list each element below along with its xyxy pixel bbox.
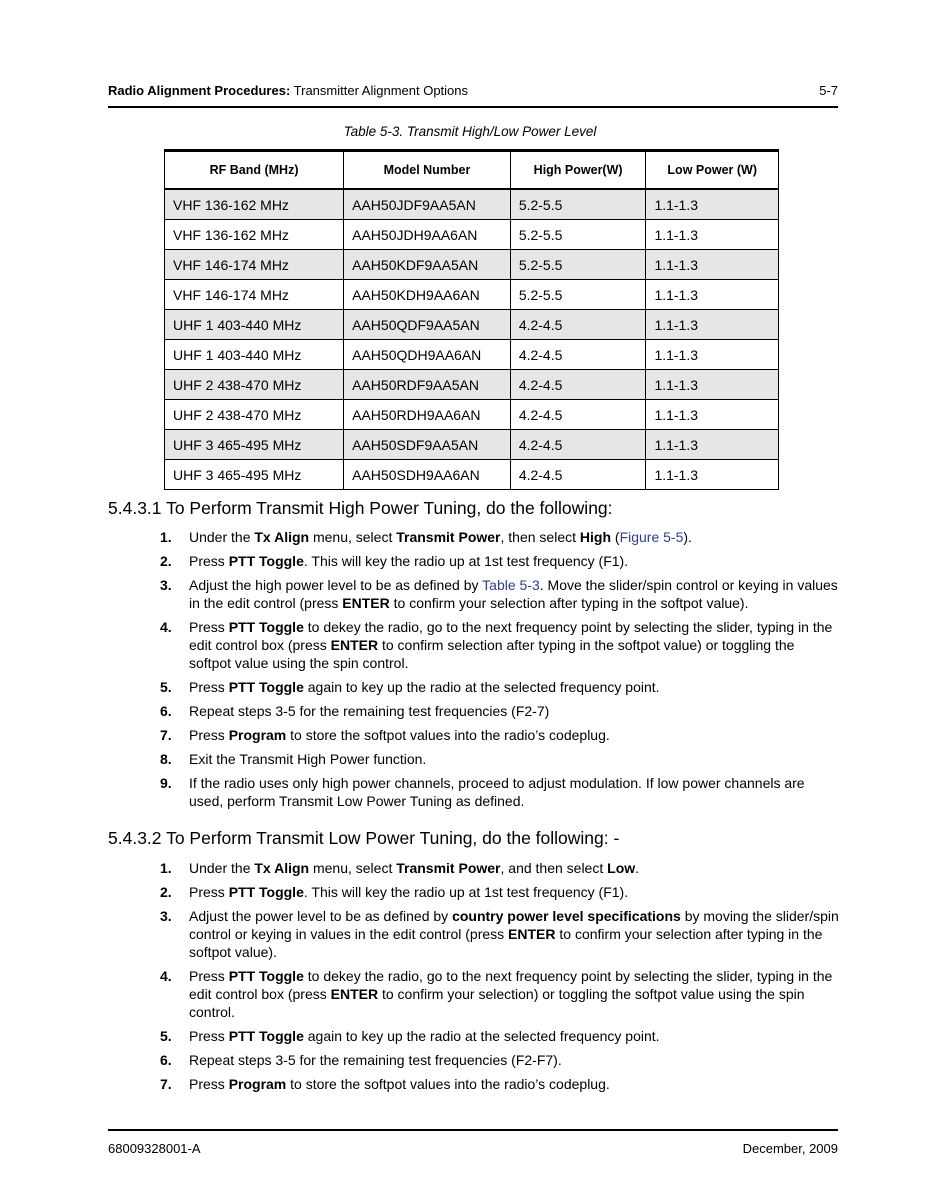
cell-high-power: 5.2-5.5	[510, 280, 646, 310]
step-item	[160, 774, 840, 810]
table-row	[165, 189, 779, 220]
table-caption: Table 5-3. Transmit High/Low Power Level	[343, 124, 597, 139]
step-item	[160, 528, 840, 546]
step-text	[189, 528, 840, 546]
step-text-run: to confirm selection after typing in the softpot value) or toggling the softpot value using the spin control.	[189, 637, 795, 671]
page-footer	[108, 1141, 838, 1156]
step-text-run: ).	[683, 529, 692, 545]
step-number: 2.	[160, 884, 172, 900]
cell-model-number: AAH50QDH9AA6AN	[344, 340, 511, 370]
bold-term: Tx Align	[254, 860, 310, 876]
step-text-run: Adjust the high power level to be as defined by	[189, 577, 483, 593]
page-header	[108, 83, 838, 98]
step-text-run: Press	[189, 727, 229, 743]
bold-term: Transmit Power	[396, 860, 501, 876]
step-text-run: , then select	[500, 529, 580, 545]
cell-low-power: 1.1-1.3	[646, 250, 779, 280]
column-header-model-number: Model Number	[344, 151, 511, 190]
step-text-run: . This will key the radio up at 1st test frequency (F1).	[303, 884, 629, 900]
cell-rf-band: VHF 136-162 MHz	[165, 189, 344, 220]
step-item	[160, 883, 840, 901]
table-row	[165, 280, 779, 310]
step-text-run: Repeat steps 3-5 for the remaining test frequencies (F2-F7).	[189, 1052, 562, 1068]
table-row	[165, 310, 779, 340]
step-text-run: Under the	[189, 860, 255, 876]
power-level-table	[164, 149, 779, 490]
step-item	[160, 552, 840, 570]
section-title-low-power: 5.4.3.2 To Perform Transmit Low Power Tuning, do the following: -	[108, 828, 620, 848]
step-text-run: Press	[189, 968, 229, 984]
bold-term: PTT Toggle	[228, 968, 304, 984]
step-item	[160, 967, 840, 1021]
step-item	[160, 1027, 840, 1045]
document-number: 68009328001-A	[108, 1141, 201, 1156]
cell-low-power: 1.1-1.3	[646, 340, 779, 370]
bold-term: Program	[228, 727, 287, 743]
table-body	[165, 189, 779, 490]
step-text	[189, 967, 840, 1021]
bold-term: Low	[607, 860, 636, 876]
step-text-run: to store the softpot values into the radio’s codeplug.	[286, 1076, 610, 1092]
bold-term: PTT Toggle	[228, 679, 304, 695]
step-text-run: menu, select	[309, 860, 397, 876]
step-text	[189, 774, 840, 810]
cell-rf-band: VHF 146-174 MHz	[165, 250, 344, 280]
step-text	[189, 750, 840, 768]
step-text	[189, 576, 840, 612]
step-text	[189, 618, 840, 672]
bold-term: ENTER	[330, 986, 379, 1002]
running-header-bold: Radio Alignment Procedures:	[108, 83, 291, 98]
step-item	[160, 702, 840, 720]
step-text-run: to dekey the radio, go to the next frequency point by selecting the slider, typing in the edit control box (press	[189, 968, 833, 1002]
step-text-run: Under the	[189, 529, 255, 545]
bold-term: Transmit Power	[396, 529, 501, 545]
step-number: 8.	[160, 751, 172, 767]
step-text	[189, 1075, 840, 1093]
step-item	[160, 576, 840, 612]
step-item	[160, 859, 840, 877]
header-divider	[108, 106, 838, 108]
step-text	[189, 883, 840, 901]
step-text	[189, 726, 840, 744]
publication-date: December, 2009	[742, 1141, 838, 1156]
cell-rf-band: UHF 3 465-495 MHz	[165, 460, 344, 490]
step-text-run: Press	[189, 619, 229, 635]
cell-model-number: AAH50JDH9AA6AN	[344, 220, 511, 250]
cell-low-power: 1.1-1.3	[646, 400, 779, 430]
bold-term: PTT Toggle	[228, 553, 304, 569]
cell-rf-band: UHF 2 438-470 MHz	[165, 400, 344, 430]
step-text-run: . This will key the radio up at 1st test frequency (F1).	[303, 553, 629, 569]
step-text	[189, 1051, 840, 1069]
step-number: 6.	[160, 703, 172, 719]
step-text	[189, 859, 840, 877]
table-row	[165, 370, 779, 400]
step-text-run: by moving the slider/spin control or keying in values in the edit control (press	[189, 908, 839, 942]
step-number: 7.	[160, 727, 172, 743]
cell-low-power: 1.1-1.3	[646, 310, 779, 340]
bold-term: PTT Toggle	[228, 619, 304, 635]
low-power-steps-list	[160, 859, 840, 1099]
step-text-run: again to key up the radio at the selected frequency point.	[303, 1028, 660, 1044]
cell-rf-band: UHF 1 403-440 MHz	[165, 340, 344, 370]
step-item	[160, 678, 840, 696]
cell-low-power: 1.1-1.3	[646, 370, 779, 400]
cross-reference-link[interactable]: Table 5-3	[482, 577, 540, 593]
cell-model-number: AAH50SDF9AA5AN	[344, 430, 511, 460]
cell-model-number: AAH50SDH9AA6AN	[344, 460, 511, 490]
cell-rf-band: UHF 1 403-440 MHz	[165, 310, 344, 340]
step-text-run: (	[611, 529, 620, 545]
step-text-run: to confirm your selection) or toggling the softpot value using the spin control.	[189, 986, 805, 1020]
step-number: 1.	[160, 529, 172, 545]
bold-term: Tx Align	[254, 529, 310, 545]
cell-high-power: 4.2-4.5	[510, 310, 646, 340]
step-text-run: menu, select	[309, 529, 397, 545]
cell-low-power: 1.1-1.3	[646, 460, 779, 490]
bold-term: High	[579, 529, 611, 545]
step-number: 6.	[160, 1052, 172, 1068]
column-header-high-power: High Power(W)	[510, 151, 646, 190]
step-number: 3.	[160, 908, 172, 924]
step-text-run: . Move the slider/spin control or keying in values in the edit control (press	[189, 577, 838, 611]
step-text-run: to dekey the radio, go to the next frequency point by selecting the slider, typing in the edit control box (press	[189, 619, 833, 653]
step-number: 5.	[160, 679, 172, 695]
cell-rf-band: UHF 3 465-495 MHz	[165, 430, 344, 460]
step-text	[189, 552, 840, 570]
cell-rf-band: VHF 146-174 MHz	[165, 280, 344, 310]
cell-high-power: 4.2-4.5	[510, 460, 646, 490]
bold-term: ENTER	[342, 595, 390, 611]
step-text-run: to store the softpot values into the radio’s codeplug.	[286, 727, 610, 743]
step-text-run: If the radio uses only high power channels, proceed to adjust modulation. If low power channels are used, perform Transmit Low Power Tuning as defined.	[189, 775, 805, 809]
cell-model-number: AAH50RDH9AA6AN	[344, 400, 511, 430]
step-number: 3.	[160, 577, 172, 593]
bold-term: PTT Toggle	[228, 1028, 304, 1044]
step-text	[189, 678, 840, 696]
cell-rf-band: VHF 136-162 MHz	[165, 220, 344, 250]
step-text-run: Repeat steps 3-5 for the remaining test frequencies (F2-7)	[189, 703, 550, 719]
step-text	[189, 907, 840, 961]
bold-term: ENTER	[508, 926, 556, 942]
bold-term: ENTER	[330, 637, 379, 653]
table-row	[165, 250, 779, 280]
step-item	[160, 1051, 840, 1069]
step-text-run: Press	[189, 884, 229, 900]
cell-model-number: AAH50QDF9AA5AN	[344, 310, 511, 340]
step-item	[160, 726, 840, 744]
table-header-row	[165, 151, 779, 190]
step-text	[189, 702, 840, 720]
step-number: 1.	[160, 860, 172, 876]
cell-high-power: 5.2-5.5	[510, 220, 646, 250]
cell-rf-band: UHF 2 438-470 MHz	[165, 370, 344, 400]
step-text-run: Press	[189, 1028, 229, 1044]
step-number: 5.	[160, 1028, 172, 1044]
page-number: 5-7	[819, 83, 838, 98]
step-item	[160, 618, 840, 672]
running-header	[108, 83, 468, 98]
cell-high-power: 5.2-5.5	[510, 189, 646, 220]
step-text-run: Press	[189, 679, 229, 695]
column-header-low-power: Low Power (W)	[646, 151, 779, 190]
step-item	[160, 907, 840, 961]
step-number: 7.	[160, 1076, 172, 1092]
cell-high-power: 4.2-4.5	[510, 370, 646, 400]
table-row	[165, 430, 779, 460]
cell-high-power: 5.2-5.5	[510, 250, 646, 280]
step-text-run: .	[635, 860, 640, 876]
step-text-run: Adjust the power level to be as defined by	[189, 908, 453, 924]
section-title-high-power: 5.4.3.1 To Perform Transmit High Power Tuning, do the following:	[108, 498, 613, 518]
running-header-rest: Transmitter Alignment Options	[290, 83, 469, 98]
footer-divider	[108, 1129, 838, 1131]
cell-low-power: 1.1-1.3	[646, 430, 779, 460]
step-text-run: again to key up the radio at the selected frequency point.	[303, 679, 660, 695]
table-row	[165, 220, 779, 250]
cell-low-power: 1.1-1.3	[646, 220, 779, 250]
cell-high-power: 4.2-4.5	[510, 340, 646, 370]
cell-low-power: 1.1-1.3	[646, 189, 779, 220]
bold-term: country power level specifications	[452, 908, 681, 924]
cell-high-power: 4.2-4.5	[510, 400, 646, 430]
step-number: 4.	[160, 619, 172, 635]
step-text	[189, 1027, 840, 1045]
step-text-run: , and then select	[500, 860, 608, 876]
cross-reference-link[interactable]: Figure 5-5	[619, 529, 684, 545]
step-text-run: to confirm your selection after typing in the softpot value).	[389, 595, 749, 611]
bold-term: PTT Toggle	[228, 884, 304, 900]
column-header-rf-band: RF Band (MHz)	[165, 151, 344, 190]
cell-model-number: AAH50RDF9AA5AN	[344, 370, 511, 400]
cell-high-power: 4.2-4.5	[510, 430, 646, 460]
cell-model-number: AAH50KDH9AA6AN	[344, 280, 511, 310]
cell-model-number: AAH50JDF9AA5AN	[344, 189, 511, 220]
cell-low-power: 1.1-1.3	[646, 280, 779, 310]
step-number: 2.	[160, 553, 172, 569]
bold-term: Program	[228, 1076, 287, 1092]
step-number: 9.	[160, 775, 172, 791]
step-number: 4.	[160, 968, 172, 984]
step-text-run: Press	[189, 1076, 229, 1092]
step-item	[160, 1075, 840, 1093]
step-item	[160, 750, 840, 768]
table-row	[165, 340, 779, 370]
table-row	[165, 400, 779, 430]
step-text-run: to confirm your selection after typing in the softpot value).	[189, 926, 823, 960]
table-row	[165, 460, 779, 490]
cell-model-number: AAH50KDF9AA5AN	[344, 250, 511, 280]
step-text-run: Press	[189, 553, 229, 569]
high-power-steps-list	[160, 528, 840, 816]
step-text-run: Exit the Transmit High Power function.	[189, 751, 427, 767]
